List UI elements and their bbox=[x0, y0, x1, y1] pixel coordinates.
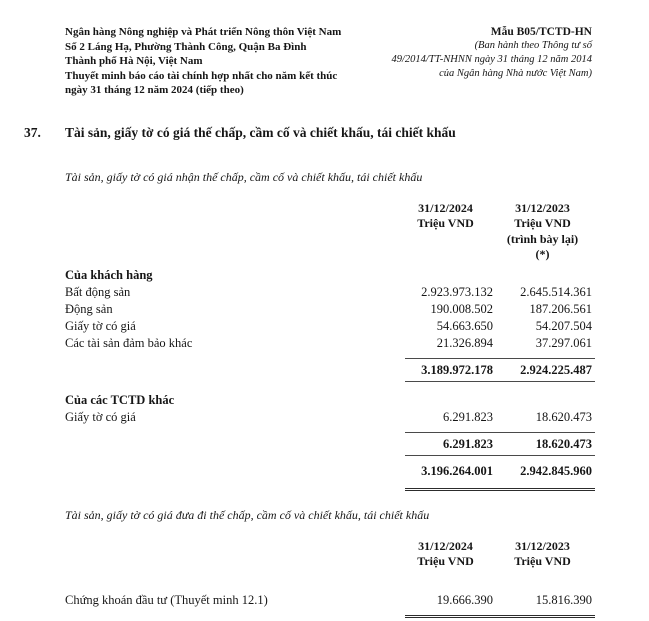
row-value-2024: 6.291.823 bbox=[443, 409, 493, 424]
table1-header-row bbox=[65, 201, 592, 263]
table1-header-spacer bbox=[65, 201, 398, 263]
grand-total-row bbox=[65, 456, 592, 482]
section-heading bbox=[24, 124, 592, 141]
form-issued-line3: của Ngân hàng Nhà nước Việt Nam) bbox=[439, 68, 592, 79]
table2-col-2024-header bbox=[398, 539, 493, 570]
row-value-2023: 37.297.061 bbox=[535, 335, 592, 350]
row-label: Giấy tờ có giá bbox=[65, 409, 136, 424]
bank-info-block bbox=[65, 25, 341, 98]
grand-total-value-2023: 2.942.845.960 bbox=[520, 463, 592, 478]
table2-col-2023-header bbox=[493, 539, 592, 570]
table2-col-2023-unit: Triệu VND bbox=[514, 554, 571, 568]
collateral-received-table bbox=[65, 201, 592, 491]
row-value-2023: 54.207.504 bbox=[535, 318, 592, 333]
table1-col-2023-asterisk: (*) bbox=[535, 247, 550, 261]
group-credit-institutions-label: Của các TCTD khác bbox=[65, 392, 175, 407]
bank-address-line2: Thành phố Hà Nội, Việt Nam bbox=[65, 55, 203, 67]
section-number: 37. bbox=[24, 124, 41, 140]
form-reference-block bbox=[392, 25, 592, 81]
table-row bbox=[65, 318, 592, 335]
table2-col-2023-date: 31/12/2023 bbox=[515, 538, 570, 553]
bank-name: Ngân hàng Nông nghiệp và Phát triển Nông thôn Việt Nam bbox=[65, 26, 342, 38]
section-title: Tài sản, giấy tờ có giá thế chấp, cầm cố và chiết khấu, tái chiết khấu bbox=[65, 124, 456, 140]
table2-subtitle: Tài sản, giấy tờ có giá đưa đi thế chấp, cầm cố và chiết khấu, tái chiết khấu bbox=[65, 507, 430, 522]
table1-col-2023-date: 31/12/2023 bbox=[515, 200, 570, 215]
table-row bbox=[65, 592, 592, 609]
table2-bottom-double-rule bbox=[405, 615, 595, 618]
row-value-2024: 2.923.973.132 bbox=[421, 284, 493, 299]
table-row bbox=[65, 301, 592, 318]
report-title-line2: ngày 31 tháng 12 năm 2024 (tiếp theo) bbox=[65, 84, 244, 96]
table2-header-spacer bbox=[65, 539, 398, 570]
row-label: Giấy tờ có giá bbox=[65, 318, 136, 333]
bank-address-line1: Số 2 Láng Hạ, Phường Thành Công, Quận Ba Đình bbox=[65, 40, 307, 53]
grand-total-double-rule bbox=[405, 488, 595, 491]
table2-header-row bbox=[65, 539, 592, 570]
subtotal-value-2023: 18.620.473 bbox=[535, 436, 592, 451]
row-value-2024: 19.666.390 bbox=[436, 592, 493, 607]
row-value-2023: 15.816.390 bbox=[535, 592, 592, 607]
row-label: Bất động sản bbox=[65, 284, 131, 299]
row-value-2023: 187.206.561 bbox=[529, 301, 592, 316]
row-label: Các tài sản đảm bảo khác bbox=[65, 335, 193, 350]
subtotal-value-2024: 6.291.823 bbox=[443, 436, 493, 451]
table1-col-2024-header bbox=[398, 201, 493, 263]
subtotal-rule-bottom bbox=[405, 381, 595, 382]
table1-col-2023-restated: (trình bày lại) bbox=[506, 231, 579, 246]
group-customers-label: Của khách hàng bbox=[65, 267, 153, 282]
document-header bbox=[65, 25, 592, 98]
table1-subtitle: Tài sản, giấy tờ có giá nhận thế chấp, cầm cố và chiết khấu, tái chiết khấu bbox=[65, 169, 423, 184]
credit-institutions-subtotal-row bbox=[65, 433, 592, 455]
customers-subtotal-row bbox=[65, 359, 592, 381]
row-value-2024: 54.663.650 bbox=[436, 318, 493, 333]
subtotal-value-2024: 3.189.972.178 bbox=[421, 362, 493, 377]
form-code: Mẫu B05/TCTD-HN bbox=[490, 26, 592, 38]
collateral-pledged-table bbox=[65, 539, 592, 618]
table2-col-2024-date: 31/12/2024 bbox=[418, 538, 473, 553]
table1-col-2024-unit: Triệu VND bbox=[417, 216, 474, 230]
table-row bbox=[65, 409, 592, 426]
grand-total-value-2024: 3.196.264.001 bbox=[421, 463, 493, 478]
form-issued-line2: 49/2014/TT-NHNN ngày 31 tháng 12 năm 2014 bbox=[391, 54, 592, 65]
form-issued-line1: (Ban hành theo Thông tư số bbox=[474, 40, 592, 51]
table1-col-2023-unit: Triệu VND bbox=[514, 216, 571, 230]
table-row bbox=[65, 284, 592, 301]
row-value-2023: 2.645.514.361 bbox=[520, 284, 592, 299]
subtotal-value-2023: 2.924.225.487 bbox=[520, 362, 592, 377]
table1-col-2023-header bbox=[493, 201, 592, 263]
table-row bbox=[65, 335, 592, 352]
table2-col-2024-unit: Triệu VND bbox=[417, 554, 474, 568]
row-value-2023: 18.620.473 bbox=[535, 409, 592, 424]
table1-col-2024-date: 31/12/2024 bbox=[418, 200, 473, 215]
row-label: Chứng khoán đầu tư (Thuyết minh 12.1) bbox=[65, 592, 268, 607]
row-value-2024: 21.326.894 bbox=[436, 335, 493, 350]
row-value-2024: 190.008.502 bbox=[430, 301, 493, 316]
row-label: Động sản bbox=[65, 301, 113, 316]
report-title-line1: Thuyết minh báo cáo tài chính hợp nhất cho năm kết thúc bbox=[65, 69, 338, 82]
